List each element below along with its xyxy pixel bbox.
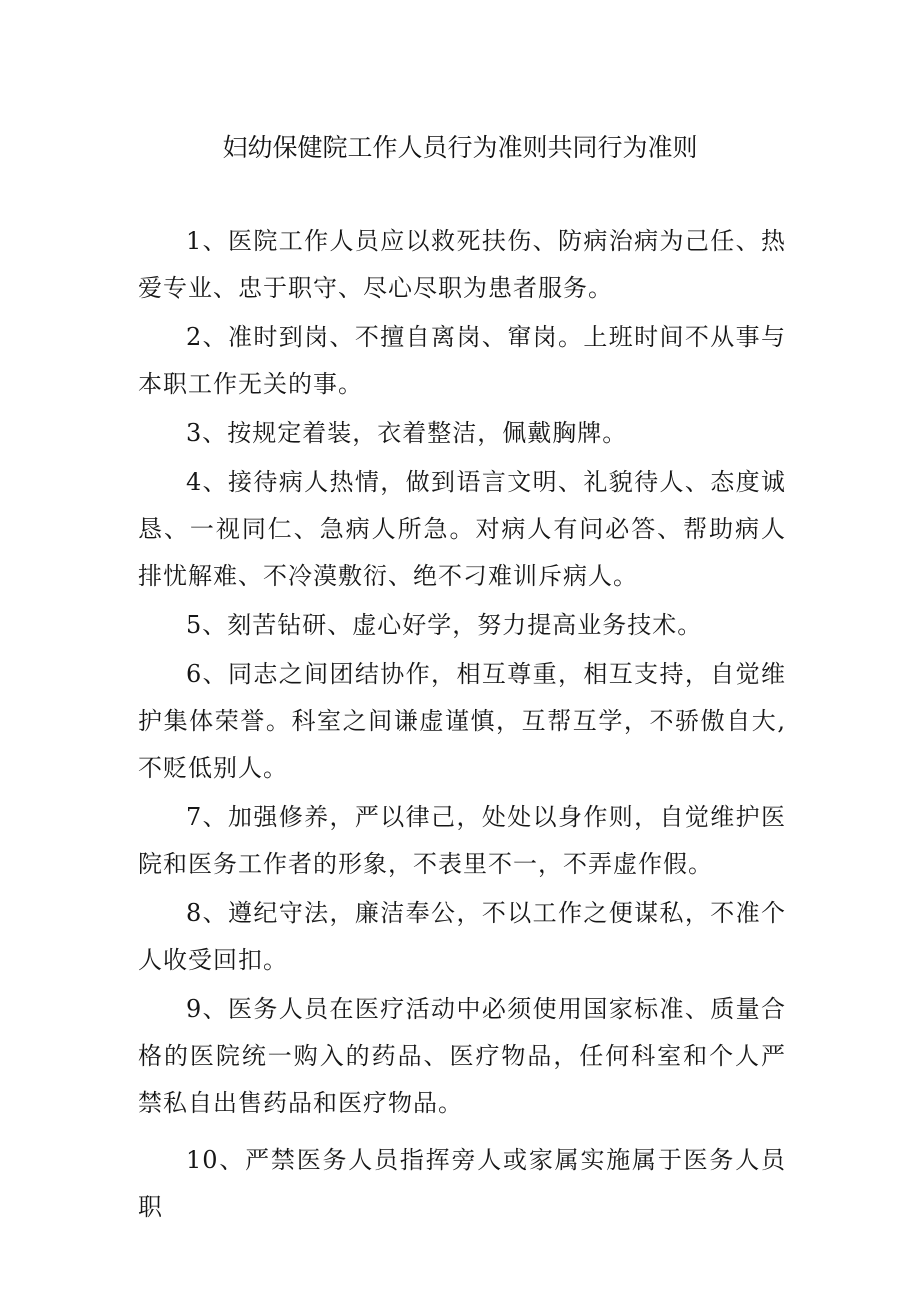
rule-paragraph-9: 9、医务人员在医疗活动中必须使用国家标准、质量合格的医院统一购入的药品、医疗物品，任何科室和个人严禁私自出售药品和医疗物品。: [138, 995, 786, 1117]
document-title: 妇幼保健院工作人员行为准则共同行为准则: [222, 133, 698, 162]
rule-paragraph-10: 10、严禁医务人员指挥旁人或家属实施属于医务人员职: [138, 1146, 786, 1221]
document-body: [138, 218, 786, 1231]
rule-paragraph-2: 2、准时到岗、不擅自离岗、窜岗。上班时间不从事与本职工作无关的事。: [138, 323, 786, 398]
rule-paragraph-6: 6、同志之间团结协作，相互尊重，相互支持，自觉维护集体荣誉。科室之间谦虚谨慎，互帮互学，不骄傲自大,不贬低别人。: [138, 660, 786, 782]
rule-paragraph-8: 8、遵纪守法，廉洁奉公，不以工作之便谋私，不准个人收受回扣。: [138, 899, 786, 974]
rule-paragraph-4: 4、接待病人热情，做到语言文明、礼貌待人、态度诚恳、一视同仁、急病人所急。对病人有问必答、帮助病人排忧解难、不冷漠敷衍、绝不刁难训斥病人。: [138, 468, 786, 590]
rule-paragraph-7: 7、加强修养，严以律己，处处以身作则，自觉维护医院和医务工作者的形象，不表里不一，不弄虚作假。: [138, 803, 786, 878]
rule-paragraph-5: 5、刻苦钻研、虚心好学，努力提高业务技术。: [186, 611, 703, 639]
rule-paragraph-1: 1、医院工作人员应以救死扶伤、防病治病为己任、热爱专业、忠于职守、尽心尽职为患者服务。: [138, 227, 786, 302]
rule-paragraph-3: 3、按规定着装，衣着整洁，佩戴胸牌。: [186, 419, 628, 447]
